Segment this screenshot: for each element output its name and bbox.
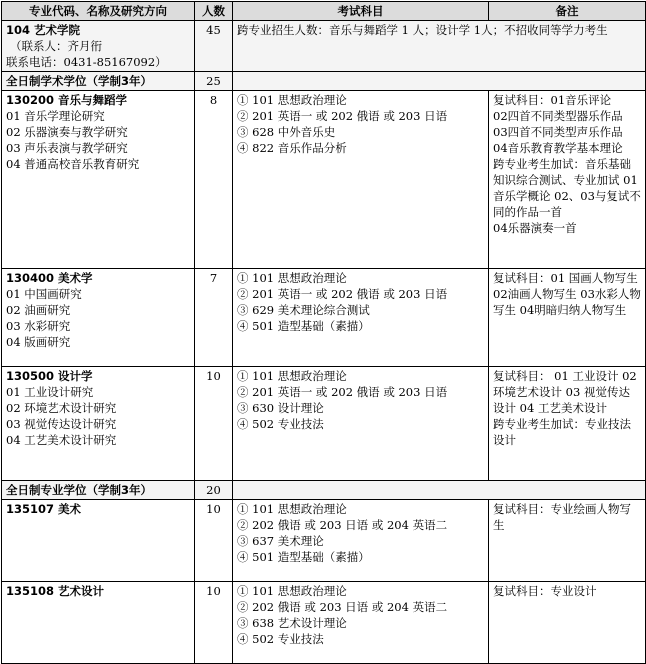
- exam-subjects-cell: [233, 500, 489, 582]
- exam-subject: ② 202 俄语 或 203 日语 或 204 英语二: [237, 518, 448, 532]
- exam-subject: ② 201 英语一 或 202 俄语 或 203 日语: [237, 109, 448, 123]
- major-name: 130200 音乐与舞蹈学: [6, 93, 128, 107]
- major-name: 135108 艺术设计: [6, 584, 105, 598]
- note-text: 复试科目：01音乐评论: [493, 93, 612, 107]
- research-direction: 02 油画研究: [6, 303, 71, 317]
- note-text: 复试科目：01 国画人物写生 02油画人物写生 03水彩人物写生 04明暗归纳人物写生: [493, 271, 641, 317]
- exam-subject: ③ 630 设计理论: [237, 401, 324, 415]
- research-direction: 02 乐器演奏与教学研究: [6, 125, 128, 139]
- note-text: 跨专业考生加试：音乐基础知识综合测试、专业加试 01音乐学概论 02、03与复试不同的作品一首: [493, 157, 641, 219]
- major-count: 10: [195, 367, 233, 481]
- exam-subject: ① 101 思想政治理论: [237, 93, 347, 107]
- note-text: 复试科目： 01 工业设计 02 环境艺术设计 03 视觉传达设计 04 工艺美术设计: [493, 369, 637, 415]
- college-note: 跨专业招生人数：音乐与舞蹈学 1 人；设计学 1人；不招收同等学力考生: [233, 21, 646, 72]
- research-direction: 03 声乐表演与教学研究: [6, 141, 128, 155]
- note-text: 复试科目：专业设计: [493, 584, 597, 598]
- major-count: 7: [195, 269, 233, 367]
- note-text: 04音乐教育教学基本理论: [493, 141, 623, 155]
- section-academic-row: [2, 72, 646, 91]
- major-cell: [2, 367, 195, 481]
- exam-subjects-cell: [233, 582, 489, 664]
- major-name: 130400 美术学: [6, 271, 93, 285]
- research-direction: 03 视觉传达设计研究: [6, 417, 117, 431]
- major-row: [2, 500, 646, 582]
- research-direction: 01 音乐学理论研究: [6, 109, 105, 123]
- exam-subject: ④ 822 音乐作品分析: [237, 141, 347, 155]
- exam-subject: ④ 502 专业技法: [237, 417, 324, 431]
- note-text: 复试科目：专业绘画人物写生: [493, 502, 631, 532]
- college-info: [2, 21, 195, 72]
- exam-subject: ① 101 思想政治理论: [237, 271, 347, 285]
- major-cell: [2, 269, 195, 367]
- major-row: [2, 582, 646, 664]
- major-row: [2, 269, 646, 367]
- exam-subject: ④ 501 造型基础（素描）: [237, 319, 370, 333]
- section-academic-count: 25: [195, 72, 233, 91]
- notes-cell: [489, 582, 646, 664]
- note-text: 04乐器演奏一首: [493, 221, 577, 235]
- major-name: 130500 设计学: [6, 369, 93, 383]
- notes-cell: [489, 91, 646, 269]
- exam-subjects-cell: [233, 269, 489, 367]
- section-professional-empty: [233, 481, 646, 500]
- exam-subject: ③ 629 美术理论综合测试: [237, 303, 370, 317]
- college-phone: 联系电话：0431-85167092）: [6, 55, 167, 69]
- section-academic-empty: [233, 72, 646, 91]
- header-major: 专业代码、名称及研究方向: [2, 2, 195, 21]
- college-row: [2, 21, 646, 72]
- major-count: 8: [195, 91, 233, 269]
- major-cell: [2, 500, 195, 582]
- research-direction: 04 版画研究: [6, 335, 71, 349]
- college-contact: （联系人：齐月衎: [10, 39, 102, 53]
- research-direction: 03 水彩研究: [6, 319, 71, 333]
- notes-cell: [489, 367, 646, 481]
- exam-subject: ② 202 俄语 或 203 日语 或 204 英语二: [237, 600, 448, 614]
- research-direction: 04 普通高校音乐教育研究: [6, 157, 140, 171]
- major-row: [2, 367, 646, 481]
- admissions-table: [1, 1, 646, 664]
- exam-subject: ③ 628 中外音乐史: [237, 125, 336, 139]
- section-professional-title: 全日制专业学位（学制3年）: [2, 481, 195, 500]
- exam-subject: ④ 501 造型基础（素描）: [237, 550, 370, 564]
- header-notes: 备注: [489, 2, 646, 21]
- note-text: 02四首不同类型器乐作品: [493, 109, 623, 123]
- header-count: 人数: [195, 2, 233, 21]
- major-count: 10: [195, 582, 233, 664]
- major-row: [2, 91, 646, 269]
- exam-subject: ② 201 英语一 或 202 俄语 或 203 日语: [237, 287, 448, 301]
- majors-professional: [2, 500, 646, 664]
- exam-subject: ② 201 英语一 或 202 俄语 或 203 日语: [237, 385, 448, 399]
- research-direction: 02 环境艺术设计研究: [6, 401, 117, 415]
- section-professional-count: 20: [195, 481, 233, 500]
- header-subjects: 考试科目: [233, 2, 489, 21]
- exam-subject: ① 101 思想政治理论: [237, 502, 347, 516]
- exam-subject: ③ 637 美术理论: [237, 534, 324, 548]
- exam-subject: ① 101 思想政治理论: [237, 584, 347, 598]
- note-text: 03四首不同类型声乐作品: [493, 125, 623, 139]
- note-text: 跨专业考生加试：专业技法设计: [493, 417, 631, 447]
- exam-subjects-cell: [233, 367, 489, 481]
- major-count: 10: [195, 500, 233, 582]
- college-title: 104 艺术学院: [6, 23, 81, 37]
- section-academic-title: 全日制学术学位（学制3年）: [2, 72, 195, 91]
- notes-cell: [489, 500, 646, 582]
- exam-subject: ③ 638 艺术设计理论: [237, 616, 347, 630]
- college-count: 45: [195, 21, 233, 72]
- section-professional-row: [2, 481, 646, 500]
- exam-subjects-cell: [233, 91, 489, 269]
- notes-cell: [489, 269, 646, 367]
- exam-subject: ① 101 思想政治理论: [237, 369, 347, 383]
- exam-subject: ④ 502 专业技法: [237, 632, 324, 646]
- major-name: 135107 美术: [6, 502, 82, 516]
- major-cell: [2, 91, 195, 269]
- research-direction: 01 工业设计研究: [6, 385, 94, 399]
- research-direction: 01 中国画研究: [6, 287, 82, 301]
- majors-academic: [2, 91, 646, 481]
- major-cell: [2, 582, 195, 664]
- research-direction: 04 工艺美术设计研究: [6, 433, 117, 447]
- header-row: [2, 2, 646, 21]
